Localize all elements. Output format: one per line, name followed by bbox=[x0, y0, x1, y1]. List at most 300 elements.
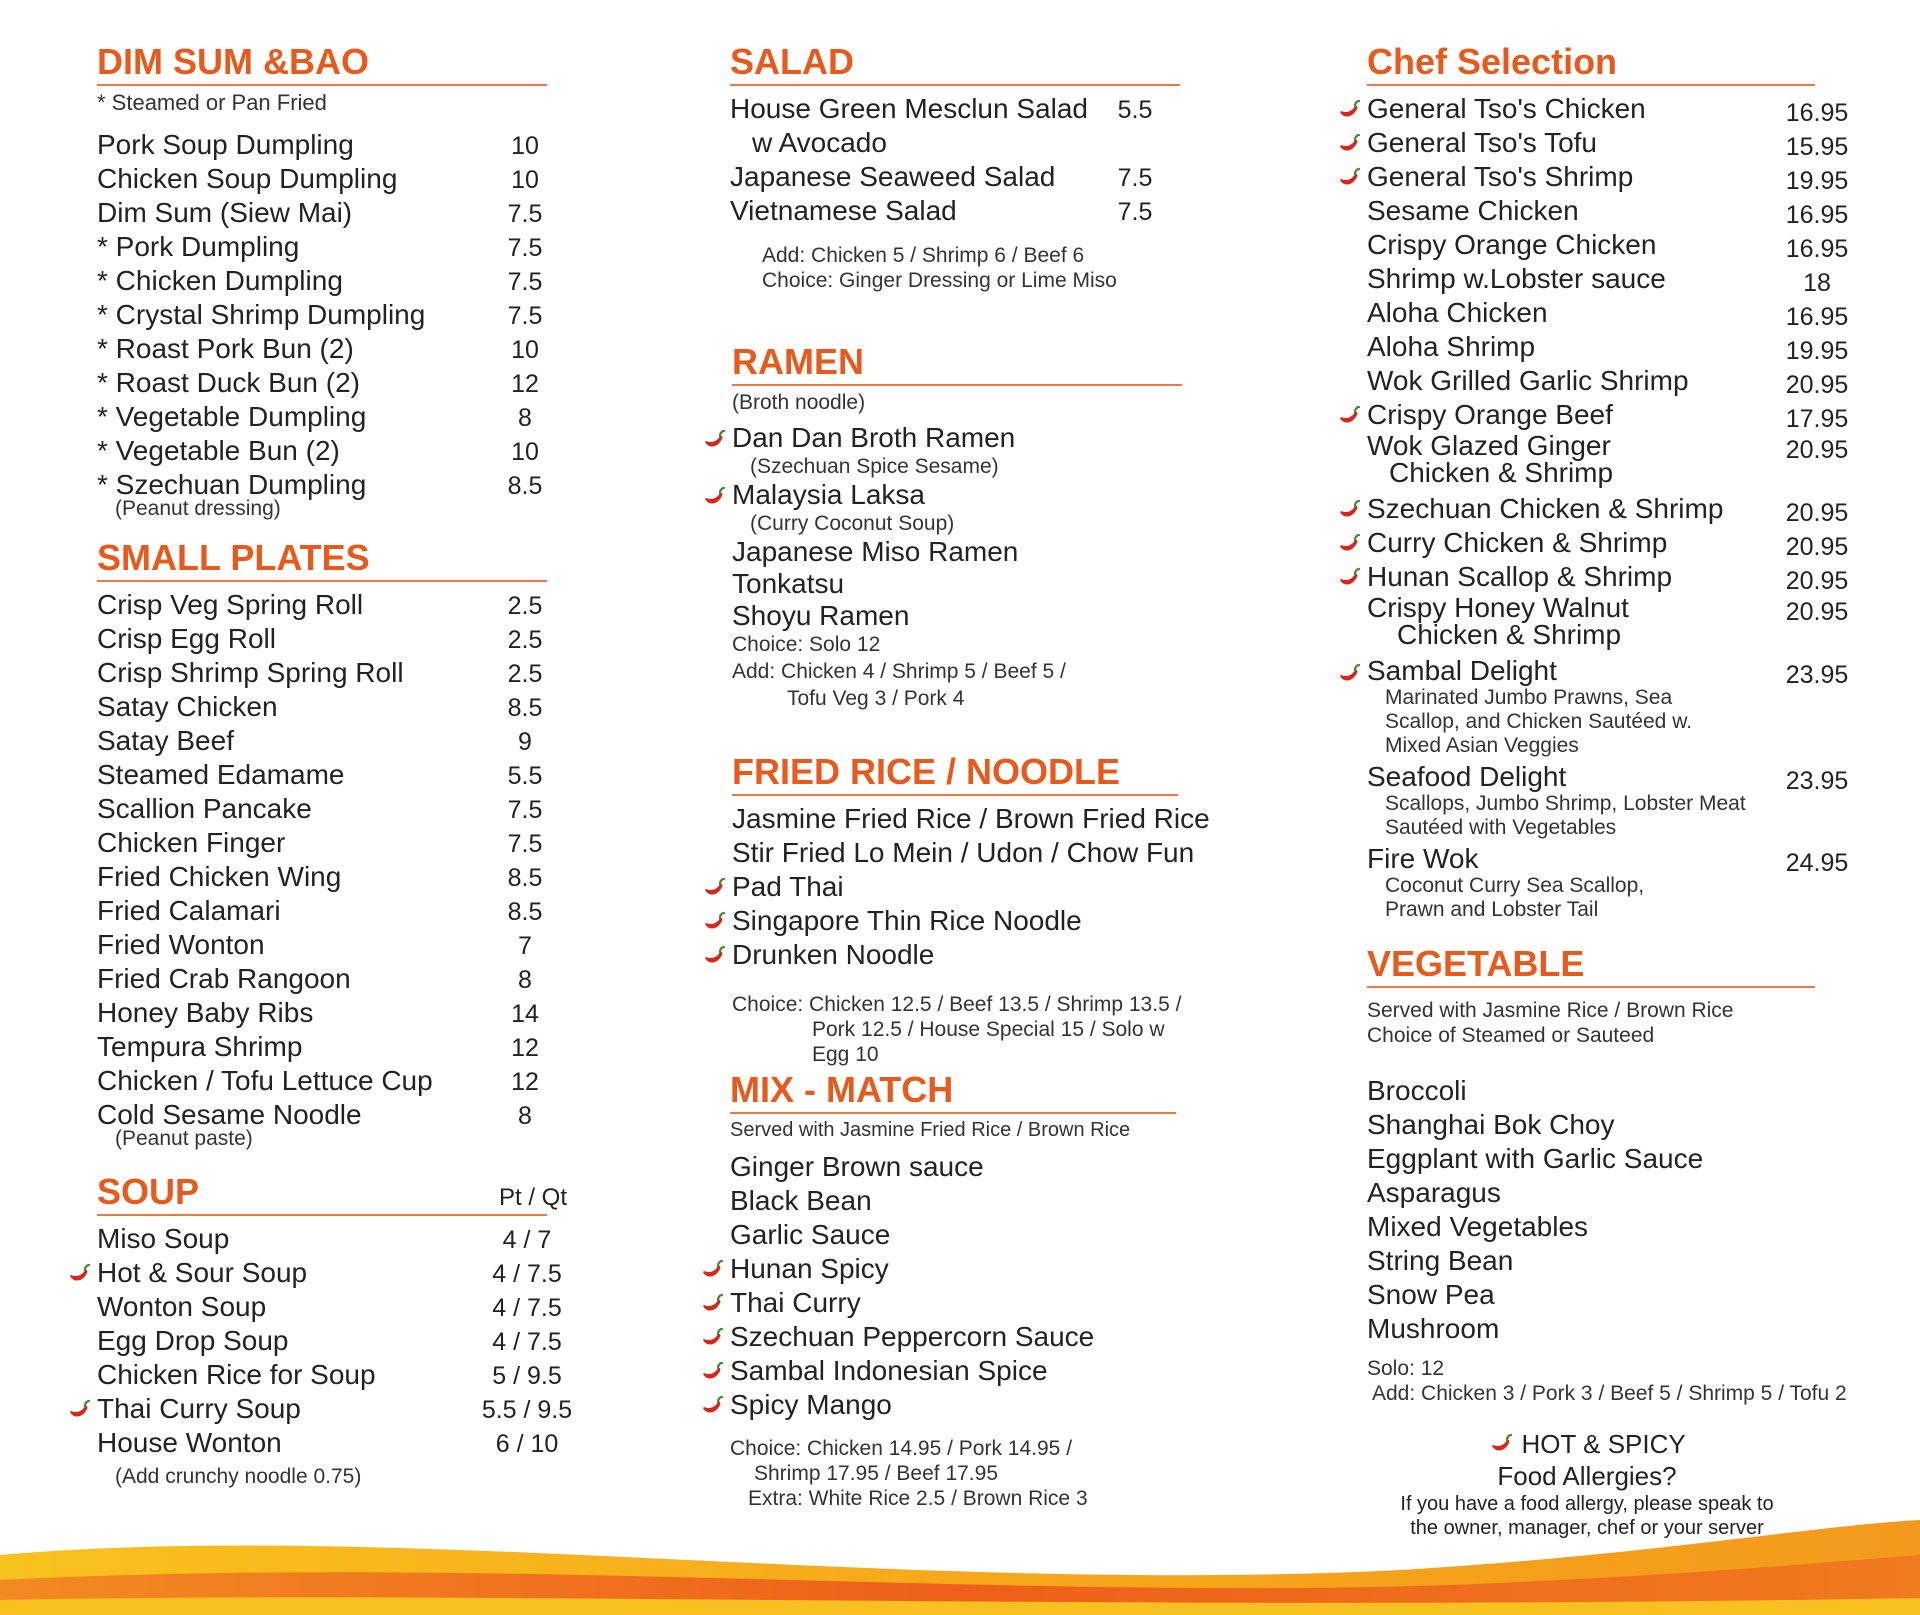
menu-item bbox=[1367, 126, 1847, 160]
soup-list bbox=[97, 1222, 577, 1460]
menu-item-name: Pad Thai bbox=[732, 871, 844, 902]
menu-item-price: 14 bbox=[511, 1000, 539, 1028]
chili-icon bbox=[700, 1361, 724, 1383]
menu-item-name: * Vegetable Bun (2) bbox=[97, 435, 340, 466]
menu-item-name: Snow Pea bbox=[1367, 1279, 1495, 1310]
dimsum-heading: DIM SUM &BAO bbox=[97, 42, 547, 86]
menu-item bbox=[97, 468, 547, 502]
fried-list bbox=[732, 802, 1210, 972]
menu-item-price: 8.5 bbox=[507, 864, 543, 892]
menu-item-name: Dan Dan Broth Ramen bbox=[732, 422, 1016, 453]
fried-choice-1: Choice: Chicken 12.5 / Beef 13.5 / Shrimp 13.5 / bbox=[732, 993, 1182, 1016]
mix-extra: Extra: White Rice 2.5 / Brown Rice 3 bbox=[748, 1487, 1088, 1510]
menu-item-name: House Green Mesclun Salad bbox=[730, 93, 1088, 124]
menu-item bbox=[1367, 592, 1849, 626]
allergy-line-1: If you have a food allergy, please speak to bbox=[1400, 1493, 1774, 1515]
vegetable-solo: Solo: 12 bbox=[1367, 1357, 1445, 1380]
menu-item bbox=[732, 422, 1182, 454]
menu-item bbox=[1367, 330, 1847, 364]
ramen-section bbox=[732, 342, 1182, 711]
menu-item-price: 4 / 7.5 bbox=[492, 1294, 562, 1322]
menu-item bbox=[1367, 1074, 1847, 1108]
menu-item bbox=[1367, 1142, 1847, 1176]
menu-item-price: 12 bbox=[511, 1034, 539, 1062]
menu-item-name: Fried Crab Rangoon bbox=[97, 963, 351, 994]
menu-item-price: 6 / 10 bbox=[495, 1430, 559, 1458]
menu-item-price: 10 bbox=[511, 132, 539, 160]
menu-item-name: Szechuan Chicken & Shrimp bbox=[1367, 493, 1724, 524]
allergy-heading: Food Allergies? bbox=[1497, 1461, 1677, 1491]
menu-item-price: 7.5 bbox=[507, 268, 543, 296]
chili-icon bbox=[702, 877, 726, 899]
menu-item-price: 16.95 bbox=[1785, 235, 1849, 263]
small-plates-section bbox=[97, 538, 547, 1151]
menu-item-price: 10 bbox=[511, 438, 539, 466]
menu-item-price: 8 bbox=[518, 404, 532, 432]
menu-item bbox=[97, 264, 547, 298]
menu-item-name: Cold Sesame Noodle bbox=[97, 1099, 362, 1130]
menu-item bbox=[97, 1290, 577, 1324]
menu-item-price: 7.5 bbox=[507, 234, 543, 262]
vegetable-heading: VEGETABLE bbox=[1367, 944, 1815, 988]
menu-item-name: Honey Baby Ribs bbox=[97, 997, 314, 1028]
menu-item bbox=[732, 938, 1202, 972]
menu-item bbox=[732, 802, 1210, 836]
menu-item-name: Fried Wonton bbox=[97, 929, 265, 960]
menu-item bbox=[1367, 1312, 1847, 1346]
menu-item-name: Crisp Egg Roll bbox=[97, 623, 276, 654]
menu-item bbox=[97, 1098, 547, 1132]
menu-item-name: Wonton Soup bbox=[97, 1291, 267, 1322]
menu-item-name: Ginger Brown sauce bbox=[730, 1151, 984, 1182]
menu-item-name: * Chicken Dumpling bbox=[97, 265, 343, 296]
menu-item-name: Tonkatsu bbox=[732, 568, 845, 599]
menu-item bbox=[732, 568, 1182, 600]
dimsum-subtitle: * Steamed or Pan Fried bbox=[97, 90, 327, 115]
menu-item-price: 5.5 / 9.5 bbox=[481, 1396, 573, 1424]
menu-item-price: 16.95 bbox=[1785, 201, 1849, 229]
ramen-subtitle: (Broth noodle) bbox=[732, 391, 866, 414]
menu-item-name: Fried Calamari bbox=[97, 895, 281, 926]
hot-spicy-legend bbox=[1367, 1428, 1807, 1460]
chef-section bbox=[1367, 42, 1847, 922]
footer-wave bbox=[0, 1500, 1920, 1615]
menu-item-price: 15.95 bbox=[1785, 133, 1849, 161]
menu-item bbox=[97, 724, 547, 758]
menu-item-name: Scallion Pancake bbox=[97, 793, 312, 824]
menu-item-desc: Sautéed with Vegetables bbox=[1385, 816, 1617, 839]
mix-subtitle: Served with Jasmine Fried Rice / Brown Rice bbox=[730, 1119, 1131, 1141]
menu-item bbox=[97, 1392, 577, 1426]
menu-item-price: 4 / 7 bbox=[502, 1226, 552, 1254]
menu-item-price: 20.95 bbox=[1785, 533, 1849, 561]
menu-item bbox=[97, 366, 547, 400]
menu-item-name: Spicy Mango bbox=[730, 1389, 892, 1420]
menu-item-name: General Tso's Shrimp bbox=[1367, 161, 1634, 192]
menu-item-name: Mushroom bbox=[1367, 1313, 1500, 1344]
menu-item bbox=[97, 656, 547, 690]
chili-icon bbox=[700, 1259, 724, 1281]
menu-item-name: Chicken / Tofu Lettuce Cup bbox=[97, 1065, 433, 1096]
chili-icon bbox=[702, 911, 726, 933]
menu-item-desc: Coconut Curry Sea Scallop, bbox=[1385, 874, 1645, 897]
menu-item-price: 2.5 bbox=[507, 592, 543, 620]
ramen-add-1: Add: Chicken 4 / Shrimp 5 / Beef 5 / bbox=[732, 660, 1066, 683]
menu-item-price: 8.5 bbox=[507, 898, 543, 926]
chili-icon bbox=[1488, 1433, 1514, 1455]
menu-item-name-cont: Chicken & Shrimp bbox=[1397, 619, 1622, 650]
menu-item bbox=[97, 996, 547, 1030]
salad-list bbox=[730, 92, 1180, 228]
menu-item-name: Satay Beef bbox=[97, 725, 234, 756]
menu-item-name: Egg Drop Soup bbox=[97, 1325, 289, 1356]
menu-item bbox=[1367, 843, 1849, 877]
chili-icon bbox=[1337, 405, 1361, 427]
menu-item-desc: Prawn and Lobster Tail bbox=[1385, 898, 1599, 921]
chili-icon bbox=[700, 1327, 724, 1349]
menu-item bbox=[97, 1030, 547, 1064]
menu-item bbox=[97, 758, 547, 792]
chili-icon bbox=[1337, 499, 1361, 521]
menu-item-name: Thai Curry bbox=[730, 1287, 861, 1318]
menu-item bbox=[730, 1286, 1200, 1320]
menu-item-price: 7.5 bbox=[1117, 164, 1153, 192]
menu-item bbox=[97, 1064, 547, 1098]
fried-section bbox=[732, 751, 1210, 1067]
menu-item-name: Chicken Rice for Soup bbox=[97, 1359, 376, 1390]
menu-item-name: Wok Glazed Ginger bbox=[1367, 430, 1611, 461]
menu-item bbox=[1367, 655, 1849, 689]
menu-item-name: Thai Curry Soup bbox=[97, 1393, 301, 1424]
menu-item-name: * Vegetable Dumpling bbox=[97, 401, 367, 432]
menu-item bbox=[732, 836, 1202, 870]
menu-item bbox=[97, 332, 547, 366]
menu-item-name: w Avocado bbox=[752, 127, 887, 158]
menu-item-name: Pork Soup Dumpling bbox=[97, 129, 354, 160]
menu-item bbox=[1367, 160, 1847, 194]
menu-item-price: 4 / 7.5 bbox=[492, 1260, 562, 1288]
mix-list bbox=[730, 1150, 1200, 1422]
menu-item bbox=[730, 92, 1180, 126]
menu-item bbox=[1367, 430, 1849, 464]
menu-item-price: 20.95 bbox=[1785, 598, 1849, 626]
menu-item-price: 5 / 9.5 bbox=[492, 1362, 562, 1390]
salad-heading: SALAD bbox=[730, 42, 1180, 86]
vegetable-section bbox=[1367, 944, 1847, 1406]
menu-item bbox=[732, 479, 1182, 511]
menu-item bbox=[1367, 1176, 1847, 1210]
menu-item bbox=[97, 1426, 577, 1460]
menu-item bbox=[97, 962, 547, 996]
menu-item-name: Curry Chicken & Shrimp bbox=[1367, 527, 1668, 558]
menu-item-desc: Marinated Jumbo Prawns, Sea bbox=[1385, 686, 1673, 709]
menu-item-name: Sambal Indonesian Spice bbox=[730, 1355, 1048, 1386]
menu-item-name: Broccoli bbox=[1367, 1075, 1467, 1106]
menu-item-name: Asparagus bbox=[1367, 1177, 1501, 1208]
menu-item-price: 24.95 bbox=[1785, 849, 1849, 877]
menu-item bbox=[1367, 262, 1847, 296]
small-plates-heading: SMALL PLATES bbox=[97, 538, 547, 582]
salad-choice: Choice: Ginger Dressing or Lime Miso bbox=[762, 269, 1117, 292]
menu-item-name: Stir Fried Lo Mein / Udon / Chow Fun bbox=[732, 837, 1195, 868]
menu-item-name: General Tso's Chicken bbox=[1367, 93, 1646, 124]
chili-icon bbox=[702, 486, 726, 508]
menu-item bbox=[1367, 296, 1847, 330]
chili-icon bbox=[1337, 663, 1361, 685]
menu-item bbox=[97, 434, 547, 468]
menu-item-price: 5.5 bbox=[507, 762, 543, 790]
menu-item bbox=[97, 196, 547, 230]
menu-item bbox=[97, 792, 547, 826]
small-plates-note: (Peanut paste) bbox=[115, 1127, 253, 1150]
menu-item-name: Steamed Edamame bbox=[97, 759, 345, 790]
menu-item-price: 16.95 bbox=[1785, 99, 1849, 127]
menu-item bbox=[1367, 560, 1847, 594]
menu-item-price: 7 bbox=[518, 932, 532, 960]
menu-item-price: 12 bbox=[511, 1068, 539, 1096]
menu-item-name: Crisp Veg Spring Roll bbox=[97, 589, 364, 620]
menu-item-price: 19.95 bbox=[1785, 167, 1849, 195]
menu-item-name: Shoyu Ramen bbox=[732, 600, 910, 631]
menu-item-name: Japanese Seaweed Salad bbox=[730, 161, 1056, 192]
hot-spicy-label: HOT & SPICY bbox=[1521, 1429, 1686, 1459]
menu-item-name: Chicken Soup Dumpling bbox=[97, 163, 398, 194]
menu-item-price: 10 bbox=[511, 166, 539, 194]
menu-item-note: (Curry Coconut Soup) bbox=[750, 512, 955, 535]
menu-item-name: Aloha Chicken bbox=[1367, 297, 1548, 328]
menu-item-price: 7.5 bbox=[507, 796, 543, 824]
menu-item-name: Hunan Scallop & Shrimp bbox=[1367, 561, 1673, 592]
menu-item bbox=[732, 600, 1182, 632]
menu-item bbox=[97, 928, 547, 962]
small-plates-list bbox=[97, 588, 547, 1132]
menu-item-name: Crispy Orange Chicken bbox=[1367, 229, 1657, 260]
menu-item bbox=[97, 128, 547, 162]
menu-item-name: Aloha Shrimp bbox=[1367, 331, 1536, 362]
menu-item-name: House Wonton bbox=[97, 1427, 282, 1458]
menu-item-price: 8 bbox=[518, 966, 532, 994]
menu-item-price: 7.5 bbox=[1117, 198, 1153, 226]
menu-item bbox=[730, 1320, 1200, 1354]
menu-item-name: * Roast Duck Bun (2) bbox=[97, 367, 360, 398]
menu-item bbox=[1367, 1210, 1847, 1244]
menu-item-price: 8 bbox=[518, 1102, 532, 1130]
menu-item-name: Miso Soup bbox=[97, 1223, 230, 1254]
dimsum-list bbox=[97, 128, 547, 502]
chili-icon bbox=[67, 1263, 91, 1285]
menu-item-price: 18 bbox=[1803, 269, 1831, 297]
menu-item-price: 7.5 bbox=[507, 830, 543, 858]
menu-item-price: 20.95 bbox=[1785, 436, 1849, 464]
menu-item-name: Crispy Honey Walnut bbox=[1367, 592, 1629, 623]
soup-title: SOUP bbox=[97, 1171, 200, 1212]
menu-item-note: (Szechuan Spice Sesame) bbox=[750, 455, 999, 478]
menu-item bbox=[1367, 1108, 1847, 1142]
chili-icon bbox=[702, 945, 726, 967]
menu-item-name: Fried Chicken Wing bbox=[97, 861, 342, 892]
menu-item bbox=[97, 298, 547, 332]
vegetable-sub-1: Served with Jasmine Rice / Brown Rice bbox=[1367, 999, 1734, 1022]
menu-item-name: Hunan Spicy bbox=[730, 1253, 889, 1284]
menu-item-price: 23.95 bbox=[1785, 767, 1849, 795]
menu-item-price: 16.95 bbox=[1785, 303, 1849, 331]
soup-size-label: Pt / Qt bbox=[498, 1184, 567, 1211]
chili-icon bbox=[700, 1395, 724, 1417]
menu-item bbox=[97, 1358, 577, 1392]
chef-heading: Chef Selection bbox=[1367, 42, 1815, 86]
menu-item-name: Singapore Thin Rice Noodle bbox=[732, 905, 1082, 936]
menu-item-price: 4 / 7.5 bbox=[492, 1328, 562, 1356]
menu-item-name: Crispy Orange Beef bbox=[1367, 399, 1613, 430]
menu-item-price: 2.5 bbox=[507, 660, 543, 688]
chili-icon bbox=[1337, 167, 1361, 189]
menu-item-name: Fire Wok bbox=[1367, 843, 1479, 874]
menu-item-price: 5.5 bbox=[1117, 96, 1153, 124]
chili-icon bbox=[1337, 99, 1361, 121]
menu-item-name: Eggplant with Garlic Sauce bbox=[1367, 1143, 1704, 1174]
menu-item-price: 20.95 bbox=[1785, 499, 1849, 527]
menu-item bbox=[97, 230, 547, 264]
menu-item bbox=[730, 160, 1180, 194]
mix-heading: MIX - MATCH bbox=[730, 1070, 1176, 1114]
menu-item-name: * Crystal Shrimp Dumpling bbox=[97, 299, 426, 330]
menu-item-name: Black Bean bbox=[730, 1185, 872, 1216]
menu-item bbox=[97, 588, 547, 622]
menu-item bbox=[1367, 761, 1849, 795]
soup-note: (Add crunchy noodle 0.75) bbox=[115, 1465, 362, 1488]
menu-item-name: * Szechuan Dumpling bbox=[97, 469, 367, 500]
menu-item-name: Szechuan Peppercorn Sauce bbox=[730, 1321, 1095, 1352]
menu-item-price: 12 bbox=[511, 370, 539, 398]
menu-item bbox=[97, 400, 547, 434]
menu-item bbox=[732, 536, 1182, 568]
salad-section bbox=[730, 42, 1180, 293]
menu-item-price: 17.95 bbox=[1785, 405, 1849, 433]
menu-item bbox=[732, 870, 1202, 904]
menu-item bbox=[1367, 364, 1847, 398]
menu-item-price: 7.5 bbox=[507, 302, 543, 330]
mix-section bbox=[730, 1070, 1200, 1511]
menu-item bbox=[730, 1218, 1200, 1252]
menu-item bbox=[97, 1222, 577, 1256]
chef-list bbox=[1367, 92, 1847, 922]
menu-item bbox=[97, 1256, 577, 1290]
menu-item-name: Drunken Noodle bbox=[732, 939, 935, 970]
menu-item-price: 8.5 bbox=[507, 694, 543, 722]
menu-item-name: Vietnamese Salad bbox=[730, 195, 957, 226]
menu-item bbox=[1367, 1278, 1847, 1312]
menu-item-name: Hot & Sour Soup bbox=[97, 1257, 308, 1288]
menu-item bbox=[1367, 92, 1847, 126]
menu-item-name: General Tso's Tofu bbox=[1367, 127, 1598, 158]
chili-icon bbox=[702, 429, 726, 451]
ramen-add-2: Tofu Veg 3 / Pork 4 bbox=[787, 687, 965, 710]
chili-icon bbox=[700, 1293, 724, 1315]
menu-item bbox=[97, 690, 547, 724]
soup-heading bbox=[97, 1171, 567, 1216]
allergy-line-2: the owner, manager, chef or your server bbox=[1410, 1517, 1764, 1539]
menu-item-name: Satay Chicken bbox=[97, 691, 278, 722]
menu-item-name: Crisp Shrimp Spring Roll bbox=[97, 657, 404, 688]
menu-item-name: Sesame Chicken bbox=[1367, 195, 1579, 226]
menu-item-name: Mixed Vegetables bbox=[1367, 1211, 1589, 1242]
menu-item bbox=[1367, 194, 1847, 228]
menu-item-desc: Mixed Asian Veggies bbox=[1385, 734, 1579, 757]
salad-add: Add: Chicken 5 / Shrimp 6 / Beef 6 bbox=[762, 244, 1085, 267]
menu-item bbox=[1367, 398, 1847, 432]
chili-icon bbox=[1337, 133, 1361, 155]
menu-item-name: * Roast Pork Bun (2) bbox=[97, 333, 354, 364]
menu-item bbox=[730, 1184, 1200, 1218]
menu-item-price: 23.95 bbox=[1785, 661, 1849, 689]
menu-item-desc: Scallop, and Chicken Sautéed w. bbox=[1385, 710, 1693, 733]
menu-item bbox=[1367, 526, 1847, 560]
menu-item-name: Tempura Shrimp bbox=[97, 1031, 303, 1062]
ramen-heading: RAMEN bbox=[732, 342, 1182, 386]
menu-item bbox=[730, 1252, 1200, 1286]
menu-item-name: Jasmine Fried Rice / Brown Fried Rice bbox=[732, 803, 1210, 834]
menu-item bbox=[730, 194, 1180, 228]
menu-item-name: Wok Grilled Garlic Shrimp bbox=[1367, 365, 1689, 396]
menu-item-name: * Pork Dumpling bbox=[97, 231, 300, 262]
chili-icon bbox=[1337, 533, 1361, 555]
menu-item-price: 9 bbox=[518, 728, 532, 756]
menu-item bbox=[97, 162, 547, 196]
chili-icon bbox=[1337, 567, 1361, 589]
soup-section bbox=[97, 1172, 577, 1489]
menu-item-price: 10 bbox=[511, 336, 539, 364]
menu-item-desc: Scallops, Jumbo Shrimp, Lobster Meat bbox=[1385, 792, 1746, 815]
menu-item bbox=[97, 894, 547, 928]
menu-item-price: 20.95 bbox=[1785, 567, 1849, 595]
menu-item bbox=[730, 126, 1180, 160]
menu-item-name-cont: Chicken & Shrimp bbox=[1389, 457, 1614, 488]
menu-item bbox=[1367, 1244, 1847, 1278]
ramen-list bbox=[732, 422, 1182, 632]
dimsum-section bbox=[97, 42, 547, 521]
menu-item-name: Japanese Miso Ramen bbox=[732, 536, 1019, 567]
chili-icon bbox=[67, 1399, 91, 1421]
menu-item bbox=[730, 1150, 1200, 1184]
menu-item-price: 20.95 bbox=[1785, 371, 1849, 399]
vegetable-sub-2: Choice of Steamed or Sauteed bbox=[1367, 1024, 1655, 1047]
menu-item-name: Sambal Delight bbox=[1367, 655, 1557, 686]
menu-item-name: Garlic Sauce bbox=[730, 1219, 891, 1250]
menu-item bbox=[97, 622, 547, 656]
menu-item bbox=[1367, 228, 1847, 262]
menu-item-name: String Bean bbox=[1367, 1245, 1514, 1276]
menu-item-name: Malaysia Laksa bbox=[732, 479, 925, 510]
menu-item-price: 2.5 bbox=[507, 626, 543, 654]
menu-item-name: Seafood Delight bbox=[1367, 761, 1567, 792]
menu-item-price: 19.95 bbox=[1785, 337, 1849, 365]
fried-heading: FRIED RICE / NOODLE bbox=[732, 752, 1178, 796]
menu-item-price: 8.5 bbox=[507, 472, 543, 500]
menu-item-name: Shanghai Bok Choy bbox=[1367, 1109, 1615, 1140]
menu-item bbox=[1367, 492, 1847, 526]
menu-item bbox=[97, 860, 547, 894]
menu-item-name: Shrimp w.Lobster sauce bbox=[1367, 263, 1666, 294]
mix-choice-1: Choice: Chicken 14.95 / Pork 14.95 / bbox=[730, 1437, 1073, 1460]
mix-choice-2: Shrimp 17.95 / Beef 17.95 bbox=[754, 1462, 998, 1485]
menu-item bbox=[732, 904, 1202, 938]
menu-item-name: Chicken Finger bbox=[97, 827, 286, 858]
menu-item bbox=[730, 1354, 1200, 1388]
menu-item-price: 7.5 bbox=[507, 200, 543, 228]
fried-choice-2: Pork 12.5 / House Special 15 / Solo w Egg 10 bbox=[812, 1018, 1165, 1066]
menu-item bbox=[97, 1324, 577, 1358]
vegetable-list bbox=[1367, 1074, 1847, 1346]
